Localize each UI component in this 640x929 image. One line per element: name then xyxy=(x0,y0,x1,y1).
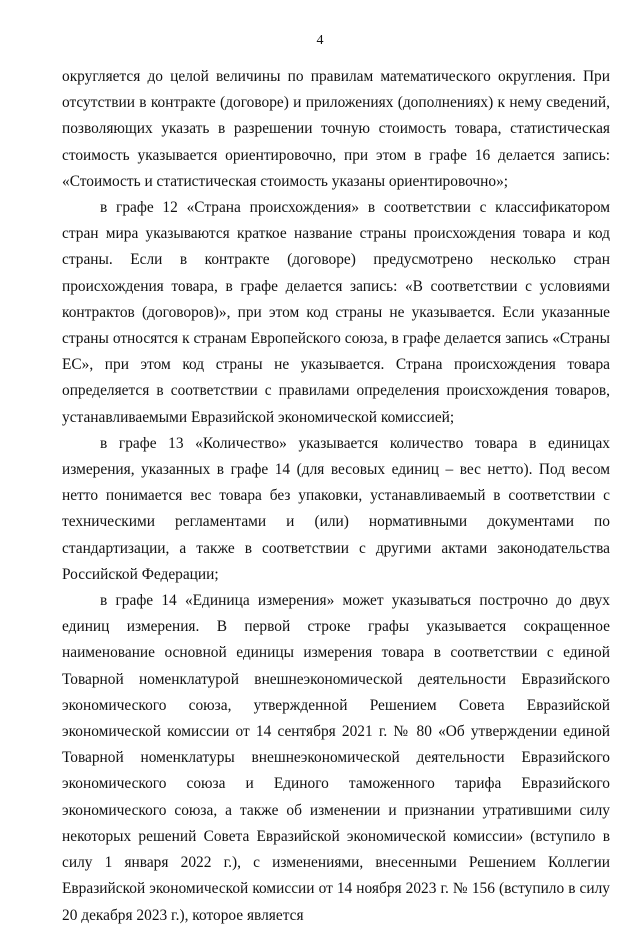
paragraph-4: в графе 14 «Единица измерения» может указываться построчно до двух единиц измерения. В первой строке графы указывается сокращенное наименование основной единицы измерения товара в соответствии с единой Товарной номенклатурой внешнеэкономической деятельности Евразийского экономического союза, утвержденной Решением Совета Евразийской экономической комиссии от 14 сентября 2021 г. № 80 «Об утверждении единой Товарной номенклатуры внешнеэкономической деятельности Евразийского экономического союза и Единого таможенного тарифа Евразийского экономического союза, а также об изменении и признании утратившими силу некоторых решений Совета Евразийской экономической комиссии» (вступило в силу 1 января 2022 г.), с изменениями, внесенными Решением Коллегии Евразийской экономической комиссии от 14 ноября 2023 г. № 156 (вступило в силу 20 декабря 2023 г.), которое является xyxy=(62,592,610,924)
document-body xyxy=(62,64,610,929)
paragraph-1: округляется до целой величины по правилам математического округления. При отсутствии в контракте (договоре) и приложениях (дополнениях) к нему сведений, позволяющих указать в разрешении точную стоимость товара, статистическая стоимость указывается ориентировочно, при этом в графе 16 делается запись: «Стоимость и статистическая стоимость указаны ориентировочно»; xyxy=(62,68,610,190)
page-number: 4 xyxy=(316,33,324,48)
paragraph-2: в графе 12 «Страна происхождения» в соответствии с классификатором стран мира указываются краткое название страны происхождения товара и код страны. Если в контракте (договоре) предусмотрено несколько стран происхождения товара, в графе делается запись: «В соответствии с условиями контрактов (договоров)», при этом код страны не указывается. Если указанные страны относятся к странам Европейского союза, в графе делается запись «Страны ЕС», при этом код страны не указывается. Страна происхождения товара определяется в соответствии с правилами определения происхождения товаров, устанавливаемыми Евразийской экономической комиссией; xyxy=(62,199,610,426)
paragraph-3: в графе 13 «Количество» указывается количество товара в единицах измерения, указанных в графе 14 (для весовых единиц – вес нетто). Под весом нетто понимается вес товара без упаковки, устанавливаемый в соответствии с техническими регламентами и (или) нормативными документами по стандартизации, а также в соответствии с другими актами законодательства Российской Федерации; xyxy=(62,434,610,583)
